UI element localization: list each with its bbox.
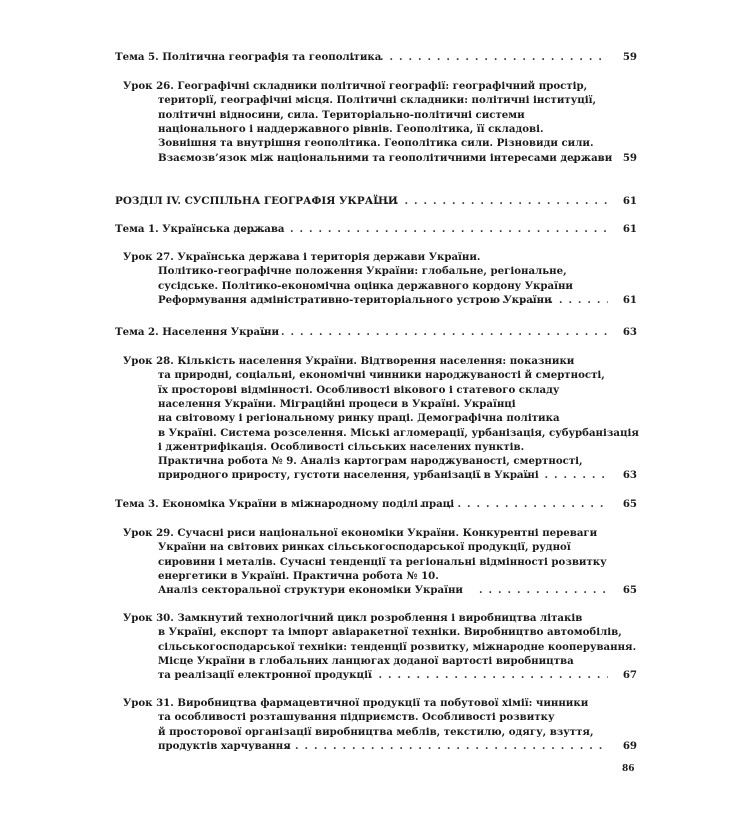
lesson-line: сільськогосподарської техніки: тенденції розвитку, міжнародне кооперування. (158, 640, 637, 653)
dot-leader (350, 669, 608, 682)
dot-leader (534, 152, 608, 165)
lesson-line: сусідське. Політико-економічна оцінка державного кордону України (158, 279, 573, 292)
page-ref: 67 (622, 669, 637, 682)
lesson-line: Урок 27. Українська держава і територія держави України. (123, 251, 481, 263)
lesson-line: території, географічні місця. Політичні складники: політичні інституції, (158, 94, 597, 107)
page-ref: 65 (622, 498, 637, 510)
page-ref: 61 (622, 293, 637, 306)
lesson-line: Урок 30. Замкнутий технологічний цикл розроблення і виробництва літаків (123, 612, 583, 624)
lesson-line: Практична робота № 9. Аналіз картограм народжуваності, смертності, (158, 455, 583, 468)
lesson-line: населення України. Міграційні процеси в Україні. Українці (158, 397, 516, 410)
dot-leader (276, 740, 608, 753)
page-ref: 69 (622, 739, 637, 752)
topic-line: Тема 5. Політична географія та геополітика (115, 51, 382, 63)
page-ref: 61 (622, 195, 637, 207)
lesson-line: природного приросту, густоти населення, урбанізації в Україні (158, 469, 539, 482)
lesson-line: Політико-географічне положення України: глобальне, регіональне, (158, 265, 567, 278)
lesson-line: Місце України в глобальних ланцюгах доданої вартості виробництва (158, 654, 574, 667)
page-number: 86 (622, 764, 635, 774)
lesson-line: Урок 28. Кількість населення України. Відтворення населення: показники (123, 355, 575, 367)
page-ref: 59 (622, 51, 637, 63)
dot-leader (483, 294, 608, 307)
dot-leader (342, 51, 608, 64)
page-ref: 63 (622, 326, 637, 338)
lesson-line: Аналіз секторальної структури економіки України (158, 584, 463, 597)
lesson-line: Урок 29. Сучасні риси національної економіки України. Конкурентні переваги (123, 527, 598, 539)
topic-line: Тема 1. Українська держава (115, 223, 285, 235)
lesson-line: Урок 26. Географічні складники політичної географії: географічний простір, (123, 80, 588, 92)
page-ref: 61 (622, 223, 637, 235)
lesson-line: продуктів харчування (158, 739, 291, 752)
section-line: РОЗДІЛ IV. СУСПІЛЬНА ГЕОГРАФІЯ УКРАЇНИ (115, 195, 398, 207)
topic-line: Тема 2. Населення України (115, 326, 280, 338)
lesson-line: на світовому і регіональному ринку праці. Демографічна політика (158, 412, 560, 425)
lesson-line: Зовнішня та внутрішня геополітика. Геополітика сили. Різновиди сили. (158, 137, 594, 150)
lesson-line: Реформування адміністративно-територіального устрою України (158, 293, 552, 306)
dot-leader (410, 498, 608, 511)
page-ref: 65 (622, 584, 637, 597)
lesson-line: та природні, соціальні, економічні чинники народжуваності й смертності, (158, 369, 605, 382)
lesson-line: сировини і металів. Сучасні тенденції та регіональні відмінності розвитку (158, 555, 607, 568)
lesson-line: й просторової організації виробництва меблів, текстилю, одягу, взуття, (158, 725, 594, 738)
page-ref: 63 (622, 469, 637, 482)
page-ref: 59 (622, 151, 637, 164)
lesson-line: національного і наддержавного рівнів. Геополітика, її складові. (158, 122, 544, 135)
lesson-line: в Україні, експорт та імпорт авіаракетної техніки. Виробництво автомобілів, (158, 626, 622, 639)
lesson-line: їх просторові відмінності. Особливості вікового і статевого складу (158, 383, 560, 396)
lesson-line: та особливості розташування підприємств. Особливості розвитку (158, 711, 555, 724)
lesson-line: Урок 31. Виробництва фармацевтичної продукції та побутової хімії: чинники (123, 697, 589, 709)
dot-leader (233, 223, 608, 236)
dot-leader (376, 195, 608, 208)
lesson-line: України на світових ринках сільськогосподарської продукції, рудної (158, 541, 571, 554)
lesson-line: і джентрифікація. Особливості сільських населених пунктів. (158, 440, 525, 453)
topic-line: Тема 3. Економіка України в міжнародному поділі праці (115, 498, 455, 510)
lesson-line: енергетики в Україні. Практична робота № 10. (158, 569, 439, 582)
lesson-line: політичні відносини, сила. Територіально-політичні системи (158, 108, 525, 121)
lesson-line: в Україні. Система розселення. Міські агломерації, урбанізація, субурбанізація (158, 426, 639, 439)
dot-leader (478, 469, 608, 482)
lesson-line: Взаємозв’язок між національними та геополітичними інтересами держави (158, 151, 613, 164)
lesson-line: та реалізації електронної продукції (158, 669, 372, 682)
dot-leader (262, 326, 608, 339)
dot-leader (479, 584, 608, 597)
